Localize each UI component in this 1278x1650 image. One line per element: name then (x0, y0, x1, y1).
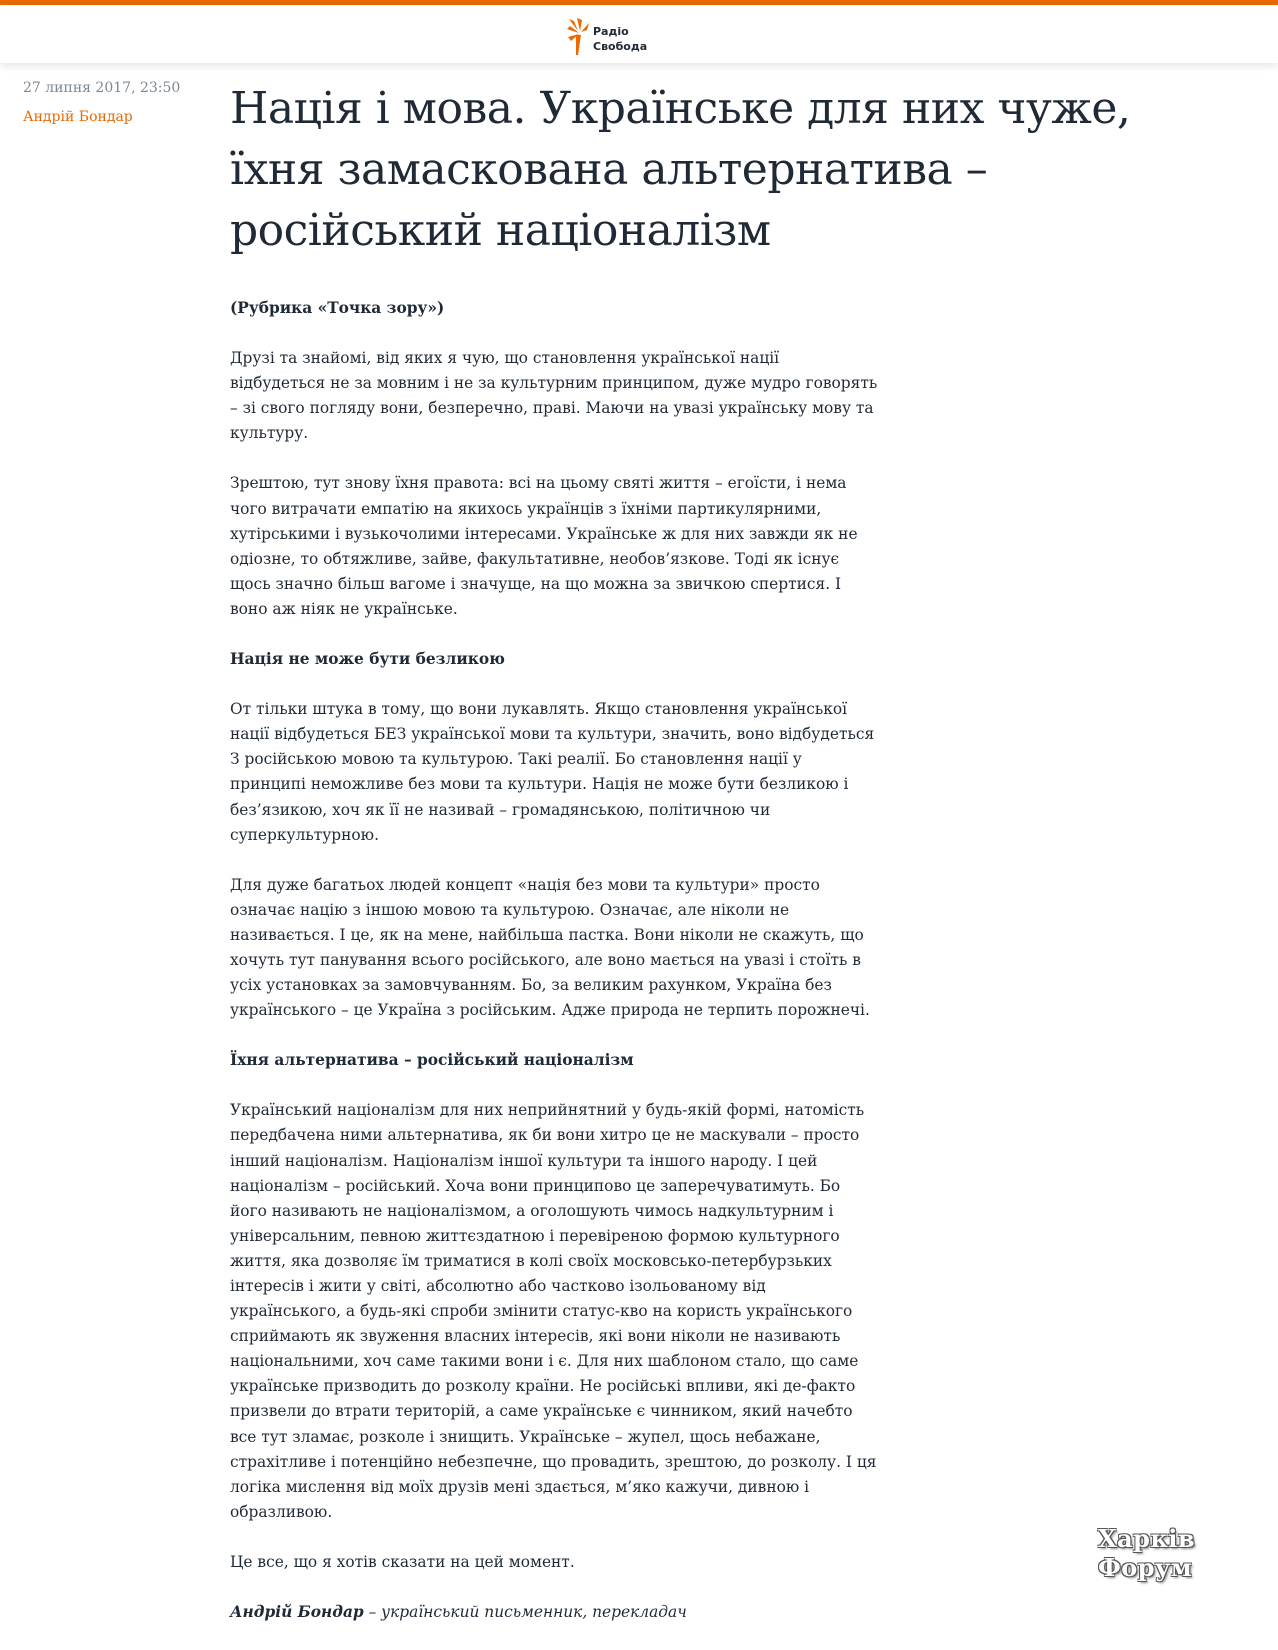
article-subheading-1: Нація не може бути безликою (230, 650, 505, 669)
author-link[interactable]: Андрій Бондар (23, 109, 133, 125)
article-title: Нація і мова. Українське для них чуже, їхня замаскована альтернатива – російський націоналізм (230, 83, 1131, 256)
site-header (0, 5, 1278, 63)
article-body (230, 296, 878, 1650)
signature-description: – український письменник, перекладач (363, 1603, 687, 1622)
publish-date: 27 липня 2017, 23:50 (23, 80, 181, 96)
watermark: Харків Форум (1098, 1524, 1196, 1582)
article-paragraph-5: Український націоналізм для них неприйнятний у будь-якій формі, натомість передбачена ними альтернатива, як би вони хитро це не маскували – просто інший націоналізм. Націоналізм іншої культури та іншого народу. І цей націоналізм – російський. Хоча вони принципово це заперечуватимуть. Бо його називають не націоналізмом, а оголошують чимось надкультурним і універсальним, певною життєздатною і перевіреною формою культурного життя, яка дозволяє їм триматися в колі своїх московсько-петербурзьких інтересів і жити у світі, абсолютно або частково ізольованому від українського, а будь-які спроби змінити статус-кво на користь українського сприймають як звуження власних інтересів, які вони ніколи не називають національними, хоч саме такими вони і є. Для них шаблоном стало, що саме українське призводить до розколу країни. Не російські впливи, які де-факто призвели до втрати територій, а саме українське є чинником, який начебто все тут зламає, розколе і знищить. Українське – жупел, щось небажане, страхітливе і потенційно небезпечне, що провадить, зрештою, до розколу. І ця логіка мислення від моїх друзів мені здається, м’яко кажучи, дивною і образливою. (230, 1101, 877, 1521)
article-paragraph-6: Це все, що я хотів сказати на цей момент. (230, 1552, 575, 1571)
logo-text-radio: Радіо (593, 25, 629, 38)
article-paragraph-1: Друзі та знайомі, від яких я чую, що становлення української нації відбудеться не за мовним і не за культурним принципом, дуже мудро говорять – зі свого погляду вони, безперечно, праві. Маючи на увазі українську мову та культуру. (230, 349, 878, 443)
article-subheading-2: Їхня альтернатива – російський націоналізм (230, 1051, 634, 1070)
article-paragraph-2: Зрештою, тут знову їхня правота: всі на цьому святі життя – егоїсти, і нема чого витрачати емпатію на якихось українців з їхніми партикулярними, хутірськими і вузькочолими інтересами. Українське ж для них завжди як не одіозне, то обтяжливе, зайве, факультативне, необов’язкове. Тоді як існує щось значно більш вагоме і значуще, на що можна за звичкою спертися. І воно аж ніяк не українське. (230, 474, 858, 618)
torch-icon (565, 17, 591, 57)
article-paragraph-4: Для дуже багатьох людей концепт «нація без мови та культури» просто означає націю з іншою мовою та культурою. Означає, але ніколи не називається. І це, як на мене, найбільша пастка. Вони ніколи не скажуть, що хочуть тут панування всього російського, але воно мається на увазі і стоїть в усіх установках за замовчуванням. Бо, за великим рахунком, Україна без українського – це Україна з російським. Адже природа не терпить порожнечі. (230, 875, 870, 1020)
article-rubric: (Рубрика «Точка зору») (230, 299, 445, 317)
author-signature (230, 1600, 878, 1625)
site-logo[interactable] (565, 17, 655, 57)
logo-text-svoboda: Свобода (593, 40, 648, 53)
signature-name: Андрій Бондар (230, 1603, 364, 1622)
article-paragraph-3: От тільки штука в тому, що вони лукавлять. Якщо становлення української нації відбудеться БЕЗ української мови та культури, значить, воно відбудеться З російською мовою та культурою. Такі реалії. Бо становлення нації у принципі неможливе без мови та культури. Нація не може бути безликою і без’язикою, хоч як її не називай – громадянською, політичною чи суперкультурною. (230, 700, 875, 844)
